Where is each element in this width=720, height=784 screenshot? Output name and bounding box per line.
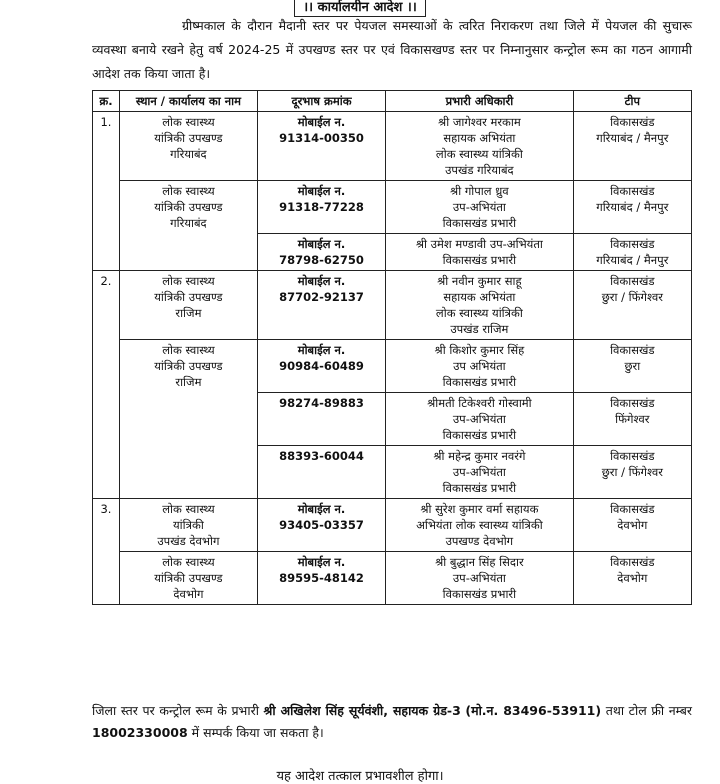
officer-in-charge-line: सहायक अभियंता	[443, 131, 516, 145]
office-name-line: लोक स्वास्थ्य	[162, 184, 215, 198]
phone-label: मोबाईल न.	[297, 115, 346, 129]
officer-in-charge-line: उपखंड राजिम	[450, 322, 509, 336]
table-row	[93, 271, 692, 340]
office-name-line: यांत्रिकी उपखण्ड	[154, 359, 223, 373]
phone-cell	[257, 271, 385, 340]
officer-in-charge-line: विकासखंड प्रभारी	[442, 375, 517, 389]
officer-in-charge-line: उप अभियंता	[453, 359, 506, 373]
phone-label: मोबाईल न.	[297, 184, 346, 198]
officer-in-charge	[386, 234, 574, 271]
office-name-line: लोक स्वास्थ्य	[162, 502, 215, 516]
office-name	[119, 499, 257, 552]
remark	[573, 552, 691, 605]
officer-in-charge-line: श्री सुरेश कुमार वर्मा सहायक	[420, 502, 539, 516]
table-row	[93, 340, 692, 393]
office-name	[119, 552, 257, 605]
footer-officer: श्री अखिलेश सिंह सूर्यवंशी, सहायक ग्रेड-3	[263, 703, 461, 718]
officer-in-charge-line: उप-अभियंता	[452, 200, 506, 214]
officer-in-charge-line: श्री महेन्द्र कुमार नवरंगे	[433, 449, 526, 463]
officer-in-charge-line: विकासखंड प्रभारी	[442, 216, 517, 230]
office-name-line: गरियाबंद	[170, 147, 207, 161]
footer-paragraph	[92, 700, 692, 744]
office-name-line: लोक स्वास्थ्य	[162, 555, 215, 569]
officer-in-charge	[386, 393, 574, 446]
footer-part1: जिला स्तर पर कन्ट्रोल रूम के प्रभारी	[92, 703, 259, 718]
office-name-line: यांत्रिकी उपखण्ड	[154, 571, 223, 585]
officer-in-charge-line: उपखंड गरियाबंद	[445, 163, 514, 177]
remark-line: छुरा	[624, 359, 641, 373]
phone-cell	[257, 552, 385, 605]
officer-in-charge	[386, 499, 574, 552]
remark-line: विकासखंड	[610, 343, 655, 357]
officer-in-charge-line: उप-अभियंता	[452, 412, 506, 426]
remark	[573, 112, 691, 181]
phone-label: मोबाईल न.	[297, 502, 346, 516]
remark-line: विकासखंड	[610, 449, 655, 463]
officer-in-charge-line: श्री गोपाल ध्रुव	[450, 184, 509, 198]
officer-in-charge	[386, 271, 574, 340]
officer-in-charge	[386, 112, 574, 181]
remark-line: विकासखंड	[610, 555, 655, 569]
officer-in-charge-line: विकासखंड प्रभारी	[442, 481, 517, 495]
remark-line: फिंगेश्वर	[615, 412, 650, 426]
serial-number: 1.	[93, 112, 120, 271]
remark-line: गरियाबंद / मैनपुर	[596, 253, 669, 267]
office-name-line: गरियाबंद	[170, 216, 207, 230]
phone-number: 98274-89883	[279, 396, 364, 410]
remark-line: विकासखंड	[610, 274, 655, 288]
office-name-line: देवभोग	[173, 587, 204, 601]
remark	[573, 446, 691, 499]
remark-line: विकासखंड	[610, 115, 655, 129]
officer-in-charge-line: विकासखंड प्रभारी	[442, 253, 517, 267]
footer-tollfree: 18002330008	[92, 725, 188, 740]
phone-number: 93405-03357	[279, 518, 364, 532]
office-name-line: यांत्रिकी उपखण्ड	[154, 200, 223, 214]
phone-cell	[257, 234, 385, 271]
officer-in-charge-line: सहायक अभियंता	[443, 290, 516, 304]
officer-in-charge	[386, 181, 574, 234]
office-name-line: उपखंड देवभोग	[157, 534, 220, 548]
remark-line: विकासखंड	[610, 184, 655, 198]
officer-in-charge-line: विकासखंड प्रभारी	[442, 587, 517, 601]
phone-label: मोबाईल न.	[297, 237, 346, 251]
officer-in-charge-line: उप-अभियंता	[452, 465, 506, 479]
officer-in-charge-line: श्री नवीन कुमार साहू	[437, 274, 522, 288]
table-row	[93, 181, 692, 234]
phone-number: 87702-92137	[279, 290, 364, 304]
office-name-line: लोक स्वास्थ्य	[162, 343, 215, 357]
remark-line: देवभोग	[617, 518, 648, 532]
phone-number: 90984-60489	[279, 359, 364, 373]
office-name-line: यांत्रिकी उपखण्ड	[154, 131, 223, 145]
remark	[573, 340, 691, 393]
serial-number: 3.	[93, 499, 120, 605]
table-row	[93, 552, 692, 605]
remark-line: विकासखंड	[610, 396, 655, 410]
phone-cell	[257, 112, 385, 181]
footer-part2: तथा टोल फ्री नम्बर	[605, 703, 692, 718]
phone-label: मोबाईल न.	[297, 343, 346, 357]
officer-in-charge-line: अभियंता लोक स्वास्थ्य यांत्रिकी	[416, 518, 543, 532]
table-row	[93, 112, 692, 181]
remark-line: विकासखंड	[610, 237, 655, 251]
office-name-line: राजिम	[175, 375, 202, 389]
officer-in-charge-line: श्री बुद्धान सिंह सिदार	[435, 555, 524, 569]
header-place: स्थान / कार्यालय का नाम	[119, 91, 257, 112]
phone-cell	[257, 499, 385, 552]
office-name-line: लोक स्वास्थ्य	[162, 274, 215, 288]
officer-in-charge-line: विकासखंड प्रभारी	[442, 428, 517, 442]
serial-number: 2.	[93, 271, 120, 499]
office-name-line: लोक स्वास्थ्य	[162, 115, 215, 129]
intro-paragraph: ग्रीष्मकाल के दौरान मैदानी स्तर पर पेयजल समस्याओं के त्वरित निराकरण तथा जिले में पेयजल की सुचारू व्यवस्था बनाये रखने हेतु वर्ष 2024-25 में उपखण्ड स्तर पर एवं विकासखण्ड स्तर पर निम्नानुसार कन्ट्रोल रूम का गठन आगामी आदेश तक किया जाता है।	[92, 18, 692, 81]
remark	[573, 499, 691, 552]
phone-number: 91314-00350	[279, 131, 364, 145]
table-row	[93, 499, 692, 552]
header-sno: क्र.	[93, 91, 120, 112]
phone-label: मोबाईल न.	[297, 555, 346, 569]
office-name-line: यांत्रिकी उपखण्ड	[154, 290, 223, 304]
remark-line: विकासखंड	[610, 502, 655, 516]
officer-in-charge	[386, 446, 574, 499]
remark-line: देवभोग	[617, 571, 648, 585]
officer-in-charge-line: लोक स्वास्थ्य यांत्रिकी	[435, 306, 523, 320]
remark-line: छुरा / फिंगेश्वर	[601, 290, 663, 304]
office-name	[119, 340, 257, 499]
officer-in-charge-line: श्री किशोर कुमार सिंह	[434, 343, 525, 357]
control-room-table	[92, 90, 692, 605]
footer-mobile: (मो.न. 83496-53911)	[465, 703, 602, 718]
cut-off-line: यह आदेश तत्काल प्रभावशील होगा।	[276, 769, 444, 784]
officer-in-charge-line: उप-अभियंता	[452, 571, 506, 585]
phone-cell	[257, 181, 385, 234]
remark	[573, 234, 691, 271]
office-name	[119, 181, 257, 271]
office-name-line: राजिम	[175, 306, 202, 320]
remark-line: गरियाबंद / मैनपुर	[596, 200, 669, 214]
office-name	[119, 112, 257, 181]
phone-cell	[257, 393, 385, 446]
officer-in-charge-line: लोक स्वास्थ्य यांत्रिकी	[435, 147, 523, 161]
remark-line: गरियाबंद / मैनपुर	[596, 131, 669, 145]
table-body	[93, 112, 692, 605]
officer-in-charge-line: श्री जागेश्वर मरकाम	[438, 115, 521, 129]
header-officer: प्रभारी अधिकारी	[386, 91, 574, 112]
phone-number: 91318-77228	[279, 200, 364, 214]
phone-number: 78798-62750	[279, 253, 364, 267]
phone-number: 89595-48142	[279, 571, 364, 585]
remark	[573, 181, 691, 234]
officer-in-charge-line: श्री उमेश मण्डावी उप-अभियंता	[415, 237, 543, 251]
heading-text: ।। कार्यालयीन आदेश ।।	[294, 0, 426, 17]
phone-cell	[257, 446, 385, 499]
remark	[573, 393, 691, 446]
remark	[573, 271, 691, 340]
header-remark: टीप	[573, 91, 691, 112]
phone-cell	[257, 340, 385, 393]
footer-part3: में सम्पर्क किया जा सकता है।	[191, 725, 324, 740]
phone-number: 88393-60044	[279, 449, 364, 463]
table-header-row	[93, 91, 692, 112]
header-phone: दूरभाष क्रमांक	[257, 91, 385, 112]
office-name-line: यांत्रिकी	[173, 518, 204, 532]
officer-in-charge	[386, 552, 574, 605]
officer-in-charge-line: उपखण्ड देवभोग	[445, 534, 514, 548]
phone-label: मोबाईल न.	[297, 274, 346, 288]
officer-in-charge	[386, 340, 574, 393]
remark-line: छुरा / फिंगेश्वर	[601, 465, 663, 479]
office-name	[119, 271, 257, 340]
officer-in-charge-line: श्रीमती टिकेश्वरी गोस्वामी	[427, 396, 532, 410]
